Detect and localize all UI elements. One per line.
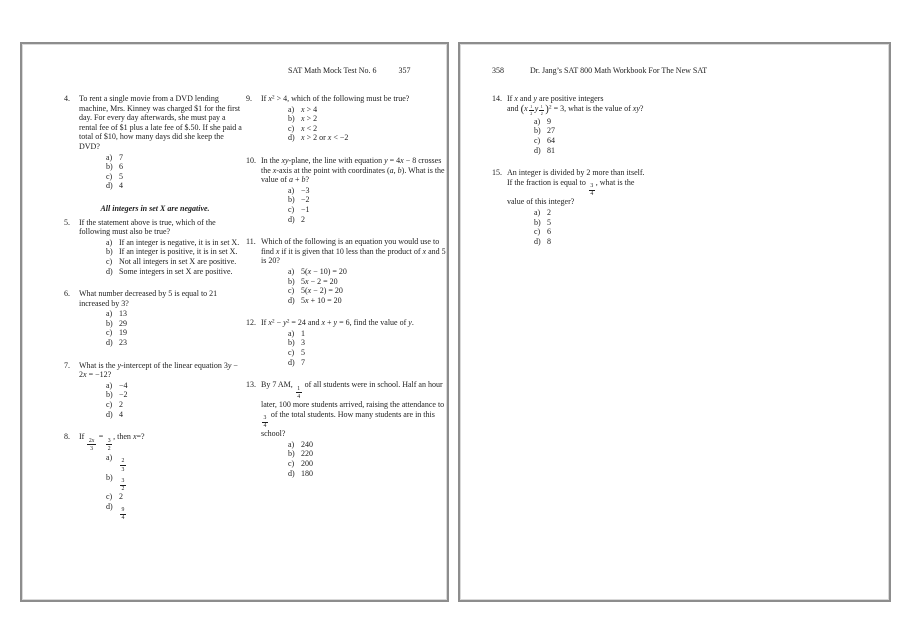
- answer-option: [79, 238, 244, 248]
- question-number: 13.: [246, 380, 256, 390]
- option-label: b): [106, 390, 113, 400]
- option-value: 5(x − 2) = 20: [301, 286, 343, 296]
- answer-option: [261, 186, 446, 196]
- option-value: 7: [119, 152, 123, 162]
- option-label: c): [288, 458, 295, 468]
- question-number: 5.: [64, 217, 70, 227]
- option-label: c): [106, 256, 113, 266]
- answer-options: [507, 117, 760, 155]
- option-label: c): [288, 286, 295, 296]
- option-value: x > 4: [301, 104, 318, 114]
- answer-option: [79, 247, 244, 257]
- question-number: 10.: [246, 155, 256, 165]
- option-value: x > 2: [301, 114, 318, 124]
- option-value: 5: [301, 348, 305, 358]
- option-value: 27: [547, 126, 555, 136]
- option-label: c): [106, 492, 113, 502]
- option-label: a): [106, 380, 113, 390]
- option-label: d): [106, 266, 113, 276]
- option-value: 180: [301, 468, 313, 478]
- question-text: Which of the following is an equation you would use to find x if it is given that 10 less than the product of x and 5 is 20?: [261, 237, 446, 266]
- option-value: 5x − 2 = 20: [301, 276, 338, 286]
- option-label: b): [288, 195, 295, 205]
- option-value: $\frac{3}{2}$: [121, 478, 125, 493]
- option-label: d): [106, 501, 113, 511]
- question-text: If $x^2 - y^2 = 24$ and x + y = 6, find the value of y.: [261, 318, 414, 328]
- question: [246, 318, 446, 367]
- option-value: −2: [119, 390, 128, 400]
- option-label: b): [106, 247, 113, 257]
- question-text: If $\frac{2x}{3}$ = $\frac{3}{2}$ , then x=?: [79, 432, 145, 452]
- option-value: Some integers in set X are positive.: [119, 266, 233, 276]
- question: [64, 432, 244, 521]
- option-label: d): [534, 145, 541, 155]
- question-number: 12.: [246, 318, 256, 328]
- question-body: [79, 218, 244, 277]
- question-body: [507, 94, 760, 155]
- option-value: $\frac{9}{4}$: [121, 507, 125, 522]
- questions-column: [492, 94, 760, 259]
- option-value: 3: [301, 338, 305, 348]
- answer-options: [261, 105, 446, 143]
- option-value: 4: [119, 409, 123, 419]
- option-value: Not all integers in set X are positive.: [119, 256, 237, 266]
- option-label: c): [288, 348, 295, 358]
- answer-option: [79, 181, 244, 191]
- option-label: a): [106, 237, 113, 247]
- book-page-right: [458, 42, 891, 602]
- question-number: 9.: [246, 94, 252, 103]
- option-value: If an integer is negative, it is in set X.: [119, 237, 240, 247]
- question-text: In the xy-plane, the line with equation y = 4x − 8 crosses the x-axis at the point with coordinates (a, b). What is the value of a + b?: [261, 155, 445, 185]
- option-value: 2: [119, 400, 123, 410]
- question: [492, 94, 760, 155]
- option-label: a): [106, 152, 113, 162]
- answer-option: [507, 227, 760, 237]
- answer-option: [261, 267, 446, 277]
- questions-column-left: [64, 94, 244, 535]
- answer-option: [261, 195, 446, 205]
- option-label: b): [288, 114, 295, 124]
- option-label: b): [534, 126, 541, 136]
- question-number: 7.: [64, 360, 70, 370]
- header-title: SAT Math Mock Test No. 6: [288, 66, 377, 75]
- option-label: c): [106, 171, 113, 181]
- page-header: [288, 66, 410, 75]
- question: [246, 237, 446, 305]
- answer-option: [507, 208, 760, 218]
- option-label: d): [288, 357, 295, 367]
- option-value: 6: [547, 227, 551, 237]
- option-value: 5x + 10 = 20: [301, 295, 342, 305]
- page-number: 357: [398, 66, 411, 75]
- answer-option: [79, 319, 244, 329]
- option-value: $\frac{2}{3}$: [121, 458, 125, 473]
- option-value: 23: [119, 338, 127, 348]
- answer-option: [261, 469, 446, 479]
- answer-option: [261, 329, 446, 339]
- answer-option: [261, 205, 446, 215]
- option-label: d): [288, 133, 295, 143]
- question: [246, 380, 446, 478]
- option-label: a): [288, 185, 295, 195]
- answer-option: [507, 126, 760, 136]
- question-number: 8.: [64, 432, 70, 442]
- answer-option: [261, 296, 446, 306]
- question-text: If x and y are positive integers and (x $\frac{1}{2}$ y $\frac{1}{2}$ )$^2$ = 3, what is the value of xy?: [507, 94, 644, 116]
- page-header: [492, 66, 707, 75]
- option-value: x < 2: [301, 123, 318, 133]
- answer-option: [261, 358, 446, 368]
- option-value: 13: [119, 309, 127, 319]
- option-label: d): [106, 181, 113, 191]
- option-label: b): [106, 318, 113, 328]
- option-label: d): [288, 468, 295, 478]
- option-value: 2: [547, 208, 551, 218]
- book-page-left: [20, 42, 449, 602]
- option-value: 4: [119, 181, 123, 191]
- option-value: 5(x − 10) = 20: [301, 266, 347, 276]
- option-label: c): [534, 135, 541, 145]
- question-body: [261, 318, 446, 367]
- option-label: a): [288, 328, 295, 338]
- option-value: 2: [301, 214, 305, 224]
- question-text: An integer is divided by 2 more than itself. If the fraction is equal to $\frac{3}{4}$ , what is the value of this integer?: [507, 168, 645, 207]
- answer-option: [79, 172, 244, 182]
- answer-option: [79, 309, 244, 319]
- answer-option: [507, 146, 760, 156]
- answer-option: [79, 162, 244, 172]
- option-label: a): [288, 439, 295, 449]
- question-body: [79, 94, 244, 191]
- option-label: d): [106, 338, 113, 348]
- option-label: a): [106, 309, 113, 319]
- option-value: x > 2 or x < −2: [301, 133, 349, 143]
- questions-column-right: [246, 94, 446, 491]
- option-value: 81: [547, 145, 555, 155]
- answer-option: [261, 348, 446, 358]
- question-body: [261, 237, 446, 305]
- answer-option: [507, 117, 760, 127]
- answer-options: [79, 153, 244, 191]
- answer-option: [507, 136, 760, 146]
- answer-options: [79, 453, 244, 522]
- answer-option: [79, 267, 244, 277]
- answer-option: [507, 237, 760, 247]
- option-value: If an integer is positive, it is in set X.: [119, 247, 238, 257]
- option-label: b): [534, 217, 541, 227]
- question-preface: All integers in set X are negative.: [100, 203, 210, 213]
- answer-option: [79, 410, 244, 420]
- answer-option: [261, 215, 446, 225]
- answer-option: [79, 257, 244, 267]
- answer-option: [261, 124, 446, 134]
- answer-option: [79, 473, 244, 493]
- question-body: [79, 361, 244, 420]
- option-value: 29: [119, 318, 127, 328]
- question: [246, 94, 446, 143]
- question-body: [261, 94, 446, 143]
- option-label: a): [288, 104, 295, 114]
- question-text: To rent a single movie from a DVD lending machine, Mrs. Kinney was charged $1 for the first day. For every day afterwards, she must pay a rental fee of $1 plus a late fee of $.50. If she paid a total of $10, how many days did she keep the DVD?: [79, 94, 242, 151]
- answer-options: [261, 267, 446, 305]
- question: [492, 168, 760, 246]
- option-value: 64: [547, 135, 555, 145]
- answer-option: [507, 218, 760, 228]
- answer-option: [79, 381, 244, 391]
- question-number: 6.: [64, 289, 70, 299]
- option-label: a): [288, 266, 295, 276]
- question: [64, 94, 244, 191]
- question-body: [261, 380, 446, 478]
- answer-option: [79, 502, 244, 522]
- option-label: a): [106, 452, 113, 462]
- option-label: b): [288, 276, 295, 286]
- answer-option: [261, 459, 446, 469]
- answer-options: [261, 329, 446, 367]
- question-body: [507, 168, 760, 246]
- option-label: c): [534, 227, 541, 237]
- answer-option: [261, 277, 446, 287]
- answer-options: [79, 381, 244, 419]
- answer-option: [79, 153, 244, 163]
- answer-options: [79, 238, 244, 276]
- option-value: 6: [119, 162, 123, 172]
- option-label: b): [288, 449, 295, 459]
- question-text: If the statement above is true, which of the following must also be true?: [79, 217, 216, 237]
- option-label: c): [106, 328, 113, 338]
- answer-option: [79, 328, 244, 338]
- answer-option: [261, 105, 446, 115]
- answer-option: [261, 286, 446, 296]
- question: [64, 361, 244, 420]
- option-label: d): [106, 409, 113, 419]
- answer-option: [261, 114, 446, 124]
- answer-option: [79, 492, 244, 502]
- answer-options: [79, 309, 244, 347]
- option-value: 1: [301, 328, 305, 338]
- option-value: −1: [301, 204, 310, 214]
- option-label: b): [106, 162, 113, 172]
- option-value: −2: [301, 195, 310, 205]
- option-value: −3: [301, 185, 310, 195]
- answer-options: [507, 208, 760, 246]
- answer-option: [79, 453, 244, 473]
- option-value: 19: [119, 328, 127, 338]
- question: [246, 156, 446, 224]
- option-value: 5: [547, 217, 551, 227]
- question: [64, 289, 244, 348]
- question-text: What is the y-intercept of the linear equation 3y − 2x = −12?: [79, 360, 238, 380]
- question: [64, 218, 244, 277]
- question-text: If $x^2 > 4$, which of the following must be true?: [261, 94, 410, 103]
- option-label: d): [288, 295, 295, 305]
- question-text: What number decreased by 5 is equal to 21 increased by 3?: [79, 289, 218, 308]
- question-number: 4.: [64, 94, 70, 103]
- answer-option: [79, 400, 244, 410]
- option-label: c): [288, 204, 295, 214]
- option-label: d): [288, 214, 295, 224]
- answer-option: [261, 338, 446, 348]
- answer-options: [261, 186, 446, 224]
- answer-option: [79, 390, 244, 400]
- option-value: −4: [119, 380, 128, 390]
- question-body: [261, 156, 446, 224]
- option-label: b): [288, 338, 295, 348]
- question-number: 14.: [492, 94, 502, 103]
- option-value: 240: [301, 439, 313, 449]
- option-value: 8: [547, 236, 551, 246]
- option-label: a): [534, 116, 541, 126]
- question-text: By 7 AM, $\frac{1}{4}$ of all students were in school. Half an hour later, 100 more students arrived, raising the attendance to $\frac{3}{4}$ of the total students. How many students are in this school?: [261, 380, 445, 439]
- option-value: 2: [119, 492, 123, 502]
- option-label: c): [288, 123, 295, 133]
- option-label: b): [106, 472, 113, 482]
- question-number: 11.: [246, 237, 256, 247]
- question-body: [79, 432, 244, 521]
- option-value: 5: [119, 171, 123, 181]
- option-label: d): [534, 236, 541, 246]
- answer-option: [261, 449, 446, 459]
- question-body: [79, 289, 244, 348]
- option-value: 220: [301, 449, 313, 459]
- answer-options: [261, 440, 446, 478]
- option-value: 200: [301, 458, 313, 468]
- answer-option: [79, 338, 244, 348]
- option-label: a): [534, 208, 541, 218]
- option-value: 7: [301, 357, 305, 367]
- option-label: c): [106, 400, 113, 410]
- page-number: 358: [492, 66, 504, 75]
- answer-option: [261, 440, 446, 450]
- header-title: Dr. Jang’s SAT 800 Math Workbook For The New SAT: [530, 66, 708, 75]
- answer-option: [261, 133, 446, 143]
- question-number: 15.: [492, 168, 502, 178]
- option-value: 9: [547, 116, 551, 126]
